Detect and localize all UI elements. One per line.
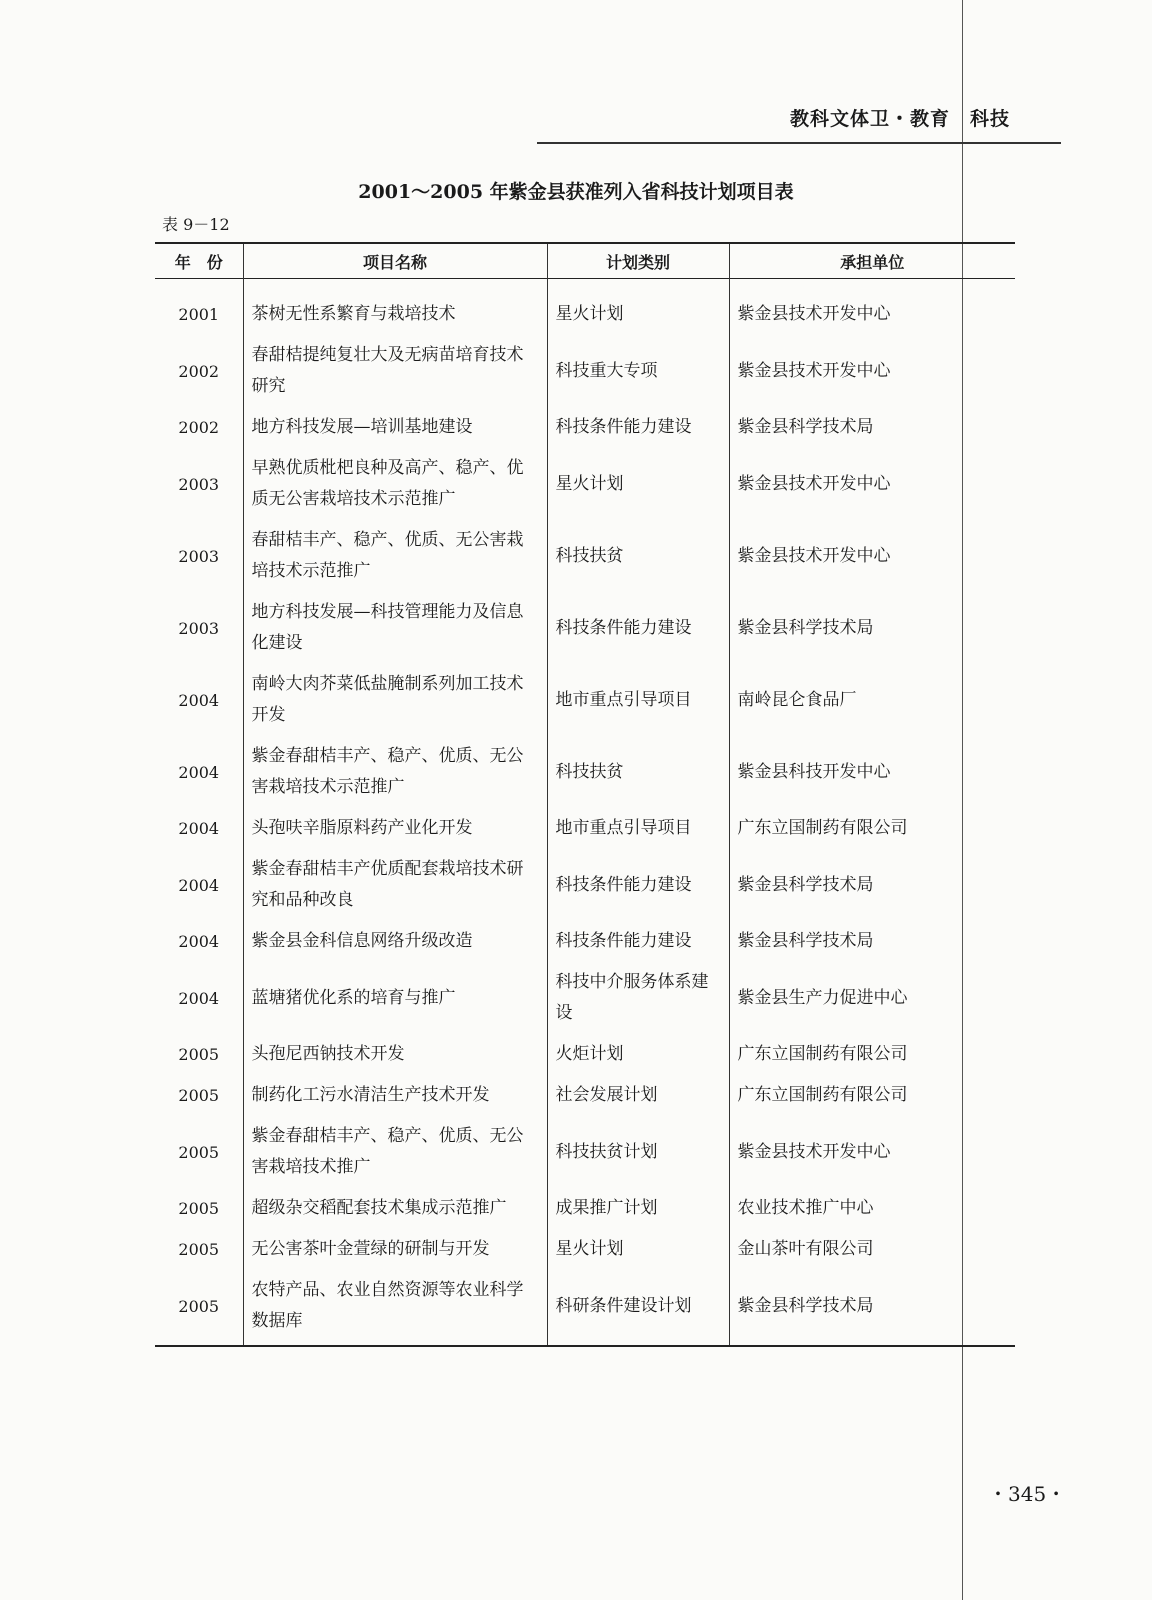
- cell-project-name: 早熟优质枇杷良种及高产、稳产、优质无公害栽培技术示范推广: [243, 448, 547, 520]
- column-header-responsible-unit: 承担单位: [729, 243, 1015, 279]
- cell-responsible-unit: 紫金县科学技术局: [729, 407, 1015, 448]
- column-header-year: 年 份: [174, 252, 223, 272]
- cell-year: 2005: [178, 1240, 220, 1259]
- cell-responsible-unit: 紫金县技术开发中心: [729, 520, 1015, 592]
- cell-plan-category: 星火计划: [547, 448, 729, 520]
- header-row: [155, 243, 1015, 279]
- cell-responsible-unit: 紫金县科学技术局: [729, 1270, 1015, 1346]
- cell-year: 2004: [178, 932, 220, 951]
- cell-project-name: 春甜桔提纯复壮大及无病苗培育技术研究: [243, 335, 547, 407]
- cell-plan-category: 地市重点引导项目: [547, 664, 729, 736]
- cell-project-name: 紫金春甜桔丰产、稳产、优质、无公害栽培技术示范推广: [243, 736, 547, 808]
- table-row: [155, 520, 1015, 592]
- table-title: 2001～2005 年紫金县获准列入省科技计划项目表: [358, 181, 794, 203]
- table-row: [155, 407, 1015, 448]
- table-container: [155, 242, 1015, 1347]
- table-row: [155, 1270, 1015, 1346]
- cell-year: 2003: [178, 618, 220, 638]
- cell-project-name: 头孢呋辛脂原料药产业化开发: [243, 808, 547, 849]
- cell-project-name: 无公害茶叶金萱绿的研制与开发: [243, 1229, 547, 1270]
- cell-responsible-unit: 紫金县科学技术局: [729, 849, 1015, 921]
- cell-responsible-unit: 紫金县技术开发中心: [729, 335, 1015, 407]
- cell-responsible-unit: 紫金县科学技术局: [729, 921, 1015, 962]
- cell-responsible-unit: 紫金县技术开发中心: [729, 1116, 1015, 1188]
- table-row: [155, 921, 1015, 962]
- cell-responsible-unit: 紫金县生产力促进中心: [729, 962, 1015, 1034]
- cell-year: 2004: [178, 819, 220, 838]
- table-body: [155, 279, 1015, 1347]
- cell-project-name: 南岭大肉芥菜低盐腌制系列加工技术开发: [243, 664, 547, 736]
- table-row: [155, 849, 1015, 921]
- cell-project-name: 春甜桔丰产、稳产、优质、无公害栽培技术示范推广: [243, 520, 547, 592]
- cell-responsible-unit: 紫金县技术开发中心: [729, 279, 1015, 336]
- table-row: [155, 279, 1015, 336]
- column-header-project-name: 项目名称: [243, 243, 547, 279]
- page-number: ・345・: [988, 1482, 1067, 1506]
- table-row: [155, 1188, 1015, 1229]
- cell-responsible-unit: 农业技术推广中心: [729, 1188, 1015, 1229]
- cell-plan-category: 星火计划: [547, 1229, 729, 1270]
- cell-responsible-unit: 紫金县技术开发中心: [729, 448, 1015, 520]
- cell-year: 2001: [178, 305, 220, 324]
- cell-project-name: 头孢尼西钠技术开发: [243, 1034, 547, 1075]
- cell-year: 2003: [178, 546, 220, 566]
- cell-responsible-unit: 南岭昆仑食品厂: [729, 664, 1015, 736]
- cell-plan-category: 科技扶贫计划: [547, 1116, 729, 1188]
- projects-table: [155, 242, 1015, 1347]
- cell-responsible-unit: 广东立国制药有限公司: [729, 1075, 1015, 1116]
- cell-plan-category: 科技条件能力建设: [547, 407, 729, 448]
- cell-project-name: 紫金春甜桔丰产优质配套栽培技术研究和品种改良: [243, 849, 547, 921]
- cell-project-name: 农特产品、农业自然资源等农业科学数据库: [243, 1270, 547, 1346]
- cell-project-name: 蓝塘猪优化系的培育与推广: [243, 962, 547, 1034]
- table-row: [155, 1116, 1015, 1188]
- table-row: [155, 808, 1015, 849]
- cell-project-name: 超级杂交稻配套技术集成示范推广: [243, 1188, 547, 1229]
- cell-plan-category: 科技扶贫: [547, 736, 729, 808]
- cell-year: 2004: [178, 875, 220, 895]
- table-row: [155, 664, 1015, 736]
- cell-plan-category: 科研条件建设计划: [547, 1270, 729, 1346]
- table-row: [155, 736, 1015, 808]
- cell-project-name: 茶树无性系繁育与栽培技术: [243, 279, 547, 336]
- cell-plan-category: 社会发展计划: [547, 1075, 729, 1116]
- header-rule: [537, 142, 1061, 144]
- cell-year: 2004: [178, 762, 220, 782]
- cell-project-name: 紫金春甜桔丰产、稳产、优质、无公害栽培技术推广: [243, 1116, 547, 1188]
- cell-year: 2005: [178, 1199, 220, 1218]
- cell-plan-category: 科技条件能力建设: [547, 849, 729, 921]
- table-row: [155, 1229, 1015, 1270]
- table-row: [155, 1034, 1015, 1075]
- cell-year: 2005: [178, 1296, 220, 1316]
- cell-project-name: 制药化工污水清洁生产技术开发: [243, 1075, 547, 1116]
- table-row: [155, 592, 1015, 664]
- cell-plan-category: 科技条件能力建设: [547, 592, 729, 664]
- table-row: [155, 448, 1015, 520]
- cell-plan-category: 科技扶贫: [547, 520, 729, 592]
- cell-plan-category: 成果推广计划: [547, 1188, 729, 1229]
- cell-year: 2004: [178, 690, 220, 710]
- cell-year: 2005: [178, 1086, 220, 1105]
- cell-plan-category: 地市重点引导项目: [547, 808, 729, 849]
- cell-responsible-unit: 金山茶叶有限公司: [729, 1229, 1015, 1270]
- cell-plan-category: 科技中介服务体系建设: [547, 962, 729, 1034]
- cell-project-name: 紫金县金科信息网络升级改造: [243, 921, 547, 962]
- column-header-plan-category: 计划类别: [547, 243, 729, 279]
- table-row: [155, 335, 1015, 407]
- cell-plan-category: 科技重大专项: [547, 335, 729, 407]
- cell-year: 2004: [178, 988, 220, 1008]
- cell-project-name: 地方科技发展—科技管理能力及信息化建设: [243, 592, 547, 664]
- table-header: [155, 243, 1015, 279]
- cell-year: 2003: [178, 474, 220, 494]
- table-row: [155, 1075, 1015, 1116]
- cell-responsible-unit: 紫金县科学技术局: [729, 592, 1015, 664]
- cell-plan-category: 星火计划: [547, 279, 729, 336]
- cell-plan-category: 科技条件能力建设: [547, 921, 729, 962]
- running-header: 教科文体卫・教育 科技: [790, 108, 1011, 130]
- cell-year: 2002: [178, 418, 220, 437]
- cell-year: 2005: [178, 1142, 220, 1162]
- table-label: 表 9－12: [162, 215, 230, 234]
- table-row: [155, 962, 1015, 1034]
- cell-year: 2005: [178, 1045, 220, 1064]
- cell-plan-category: 火炬计划: [547, 1034, 729, 1075]
- cell-project-name: 地方科技发展—培训基地建设: [243, 407, 547, 448]
- cell-responsible-unit: 广东立国制药有限公司: [729, 1034, 1015, 1075]
- cell-year: 2002: [178, 361, 220, 381]
- cell-responsible-unit: 广东立国制药有限公司: [729, 808, 1015, 849]
- cell-responsible-unit: 紫金县科技开发中心: [729, 736, 1015, 808]
